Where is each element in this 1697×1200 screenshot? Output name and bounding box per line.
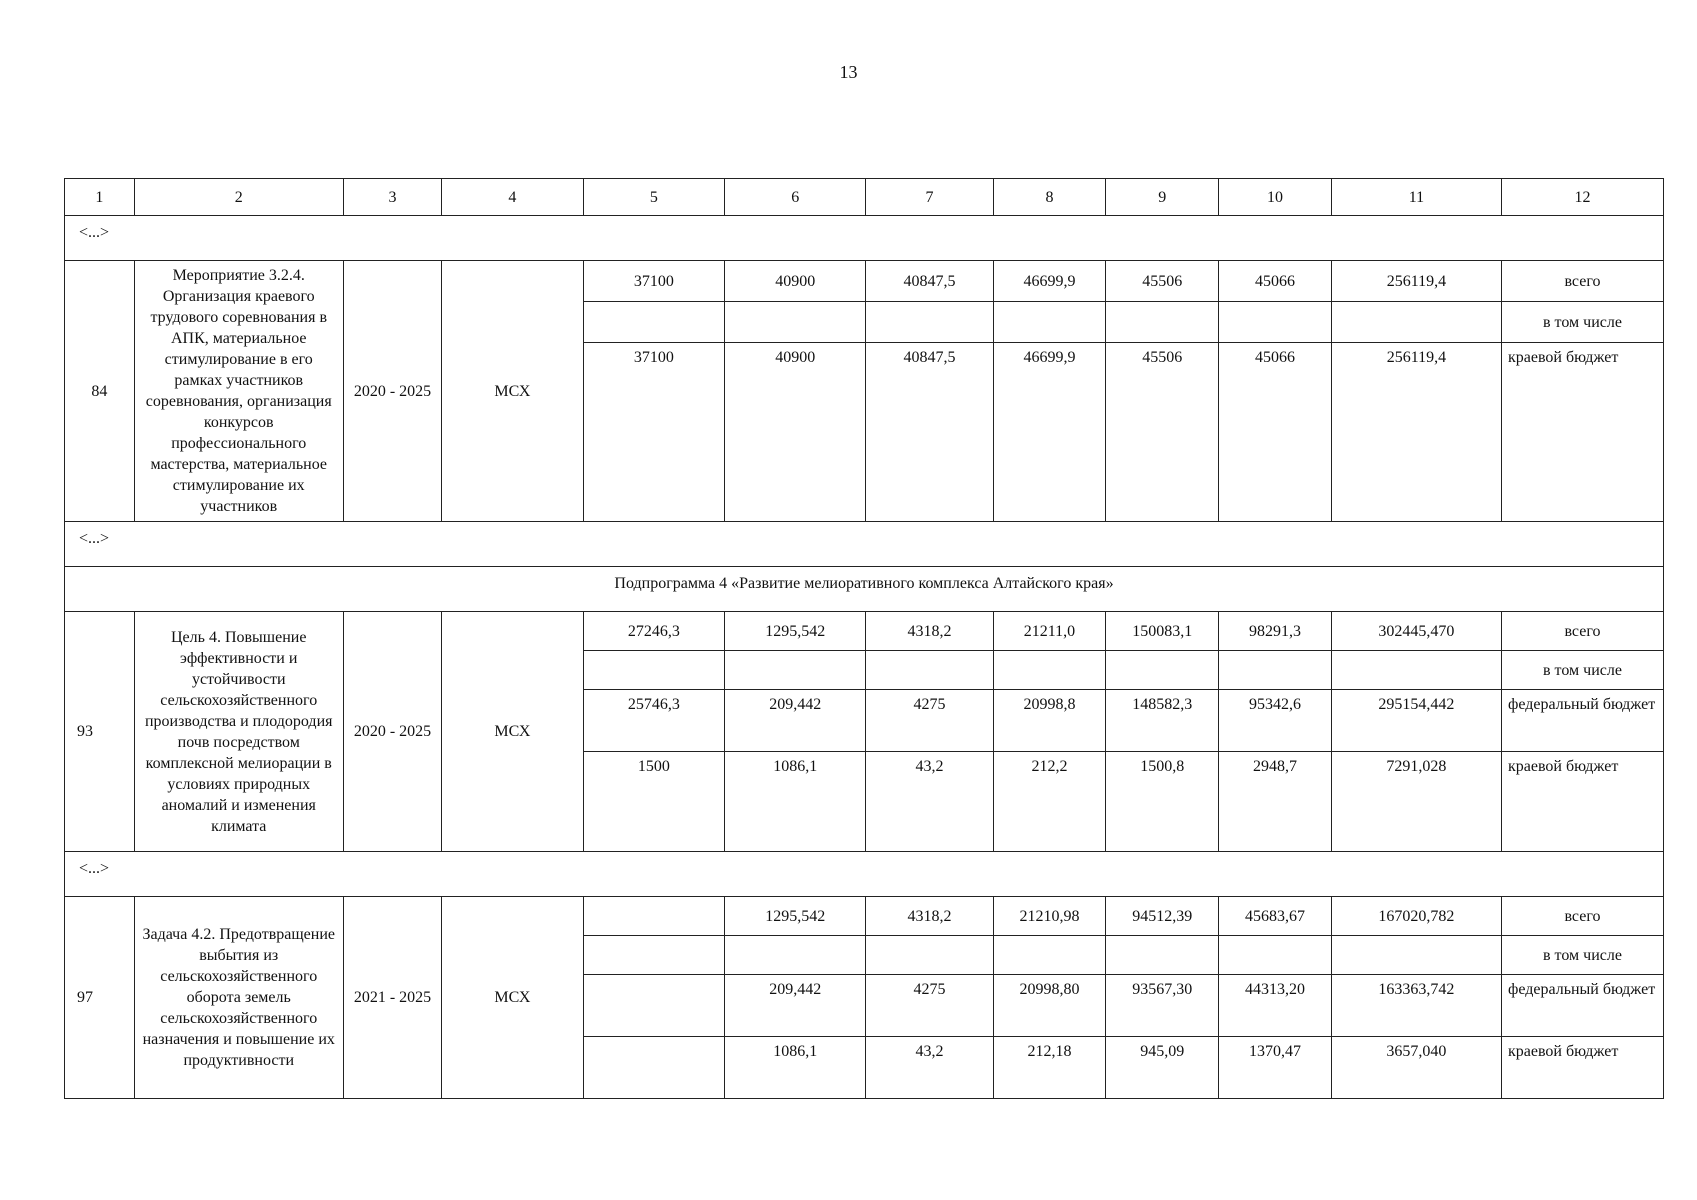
column-number: 2 bbox=[134, 179, 343, 216]
total-cell: 256119,4 bbox=[1331, 261, 1501, 302]
amount-cell: 1295,542 bbox=[725, 897, 866, 936]
amount-cell: 46699,9 bbox=[993, 343, 1106, 522]
row-number: 97 bbox=[65, 897, 135, 1099]
omission-row bbox=[65, 216, 1664, 261]
funding-source: краевой бюджет bbox=[1501, 343, 1663, 522]
funding-source: всего bbox=[1501, 612, 1663, 651]
subprogram-row bbox=[65, 567, 1664, 612]
total-cell: 167020,782 bbox=[1331, 897, 1501, 936]
budget-table bbox=[64, 178, 1664, 1099]
amount-cell: 150083,1 bbox=[1106, 612, 1219, 651]
amount-cell: 4318,2 bbox=[866, 612, 993, 651]
omission-row bbox=[65, 852, 1664, 897]
amount-cell: 37100 bbox=[583, 343, 724, 522]
executor: МСХ bbox=[442, 612, 583, 852]
column-number: 9 bbox=[1106, 179, 1219, 216]
total-cell: 256119,4 bbox=[1331, 343, 1501, 522]
period: 2021 - 2025 bbox=[343, 897, 441, 1099]
amount-cell bbox=[993, 302, 1106, 343]
amount-cell: 1086,1 bbox=[725, 1037, 866, 1099]
funding-source: всего bbox=[1501, 261, 1663, 302]
total-cell bbox=[1331, 936, 1501, 975]
amount-cell bbox=[866, 651, 993, 690]
amount-cell: 21210,98 bbox=[993, 897, 1106, 936]
total-cell bbox=[1331, 302, 1501, 343]
amount-cell bbox=[1219, 936, 1332, 975]
amount-cell: 212,18 bbox=[993, 1037, 1106, 1099]
amount-cell bbox=[1219, 651, 1332, 690]
amount-cell: 20998,80 bbox=[993, 975, 1106, 1037]
amount-cell bbox=[866, 302, 993, 343]
amount-cell bbox=[1106, 302, 1219, 343]
column-number: 5 bbox=[583, 179, 724, 216]
amount-cell: 94512,39 bbox=[1106, 897, 1219, 936]
amount-cell: 40847,5 bbox=[866, 261, 993, 302]
column-number: 7 bbox=[866, 179, 993, 216]
amount-cell: 209,442 bbox=[725, 690, 866, 752]
amount-cell bbox=[583, 651, 724, 690]
amount-cell: 4275 bbox=[866, 975, 993, 1037]
amount-cell bbox=[583, 1037, 724, 1099]
column-number-row bbox=[65, 179, 1664, 216]
amount-cell: 1295,542 bbox=[725, 612, 866, 651]
page-number: 13 bbox=[839, 62, 858, 82]
amount-cell: 40900 bbox=[725, 343, 866, 522]
omission-row bbox=[65, 522, 1664, 567]
amount-cell: 43,2 bbox=[866, 752, 993, 852]
amount-cell: 45683,67 bbox=[1219, 897, 1332, 936]
total-cell: 295154,442 bbox=[1331, 690, 1501, 752]
total-cell: 302445,470 bbox=[1331, 612, 1501, 651]
amount-cell: 95342,6 bbox=[1219, 690, 1332, 752]
amount-cell bbox=[993, 936, 1106, 975]
amount-cell: 46699,9 bbox=[993, 261, 1106, 302]
total-cell bbox=[1331, 651, 1501, 690]
amount-cell bbox=[583, 975, 724, 1037]
omission-marker: <...> bbox=[65, 852, 1664, 897]
amount-cell bbox=[583, 302, 724, 343]
amount-cell: 1500 bbox=[583, 752, 724, 852]
funding-source: в том числе bbox=[1501, 302, 1663, 343]
table-row bbox=[65, 261, 1664, 302]
amount-cell bbox=[993, 651, 1106, 690]
row-number: 84 bbox=[65, 261, 135, 522]
column-number: 11 bbox=[1331, 179, 1501, 216]
amount-cell: 1370,47 bbox=[1219, 1037, 1332, 1099]
period: 2020 - 2025 bbox=[343, 261, 441, 522]
amount-cell bbox=[725, 936, 866, 975]
amount-cell: 93567,30 bbox=[1106, 975, 1219, 1037]
table-row bbox=[65, 897, 1664, 936]
amount-cell: 25746,3 bbox=[583, 690, 724, 752]
amount-cell: 45066 bbox=[1219, 261, 1332, 302]
amount-cell: 4318,2 bbox=[866, 897, 993, 936]
amount-cell: 209,442 bbox=[725, 975, 866, 1037]
amount-cell: 40900 bbox=[725, 261, 866, 302]
amount-cell: 37100 bbox=[583, 261, 724, 302]
amount-cell: 1086,1 bbox=[725, 752, 866, 852]
amount-cell: 45506 bbox=[1106, 261, 1219, 302]
amount-cell bbox=[725, 302, 866, 343]
amount-cell: 98291,3 bbox=[1219, 612, 1332, 651]
column-number: 6 bbox=[725, 179, 866, 216]
funding-source: в том числе bbox=[1501, 936, 1663, 975]
amount-cell: 40847,5 bbox=[866, 343, 993, 522]
amount-cell bbox=[866, 936, 993, 975]
executor: МСХ bbox=[442, 261, 583, 522]
column-number: 12 bbox=[1501, 179, 1663, 216]
amount-cell: 20998,8 bbox=[993, 690, 1106, 752]
row-number: 93 bbox=[65, 612, 135, 852]
column-number: 8 bbox=[993, 179, 1106, 216]
task-description: Задача 4.2. Предотвращение выбытия из сельскохозяйственного оборота земель сельскохозяйственного назначения и повышение их продуктивности bbox=[134, 897, 343, 1099]
amount-cell: 1500,8 bbox=[1106, 752, 1219, 852]
column-number: 1 bbox=[65, 179, 135, 216]
subprogram-title: Подпрограмма 4 «Развитие мелиоративного комплекса Алтайского края» bbox=[65, 567, 1664, 612]
column-number: 3 bbox=[343, 179, 441, 216]
amount-cell bbox=[1106, 936, 1219, 975]
amount-cell: 212,2 bbox=[993, 752, 1106, 852]
amount-cell bbox=[1106, 651, 1219, 690]
amount-cell: 945,09 bbox=[1106, 1037, 1219, 1099]
amount-cell: 21211,0 bbox=[993, 612, 1106, 651]
funding-source: всего bbox=[1501, 897, 1663, 936]
column-number: 10 bbox=[1219, 179, 1332, 216]
funding-source: федеральный бюджет bbox=[1501, 975, 1663, 1037]
total-cell: 3657,040 bbox=[1331, 1037, 1501, 1099]
amount-cell: 27246,3 bbox=[583, 612, 724, 651]
omission-marker: <...> bbox=[65, 522, 1664, 567]
omission-marker: <...> bbox=[65, 216, 1664, 261]
total-cell: 7291,028 bbox=[1331, 752, 1501, 852]
funding-source: краевой бюджет bbox=[1501, 752, 1663, 852]
funding-source: федеральный бюджет bbox=[1501, 690, 1663, 752]
amount-cell: 43,2 bbox=[866, 1037, 993, 1099]
executor: МСХ bbox=[442, 897, 583, 1099]
column-number: 4 bbox=[442, 179, 583, 216]
amount-cell: 44313,20 bbox=[1219, 975, 1332, 1037]
amount-cell bbox=[583, 897, 724, 936]
total-cell: 163363,742 bbox=[1331, 975, 1501, 1037]
amount-cell: 45066 bbox=[1219, 343, 1332, 522]
amount-cell: 45506 bbox=[1106, 343, 1219, 522]
amount-cell bbox=[1219, 302, 1332, 343]
amount-cell bbox=[725, 651, 866, 690]
measure-description: Мероприятие 3.2.4. Организация краевого трудового соревнования в АПК, материальное стимулирование в его рамках участников соревнования, организация конкурсов профессионального мастерства, материальное стимулирование их участников bbox=[134, 261, 343, 522]
goal-description: Цель 4. Повышение эффективности и устойчивости сельскохозяйственного производства и плодородия почв посредством комплексной мелиорации в условиях природных аномалий и изменения климата bbox=[134, 612, 343, 852]
table-row bbox=[65, 612, 1664, 651]
funding-source: краевой бюджет bbox=[1501, 1037, 1663, 1099]
amount-cell: 4275 bbox=[866, 690, 993, 752]
period: 2020 - 2025 bbox=[343, 612, 441, 852]
amount-cell: 2948,7 bbox=[1219, 752, 1332, 852]
funding-source: в том числе bbox=[1501, 651, 1663, 690]
amount-cell: 148582,3 bbox=[1106, 690, 1219, 752]
amount-cell bbox=[583, 936, 724, 975]
